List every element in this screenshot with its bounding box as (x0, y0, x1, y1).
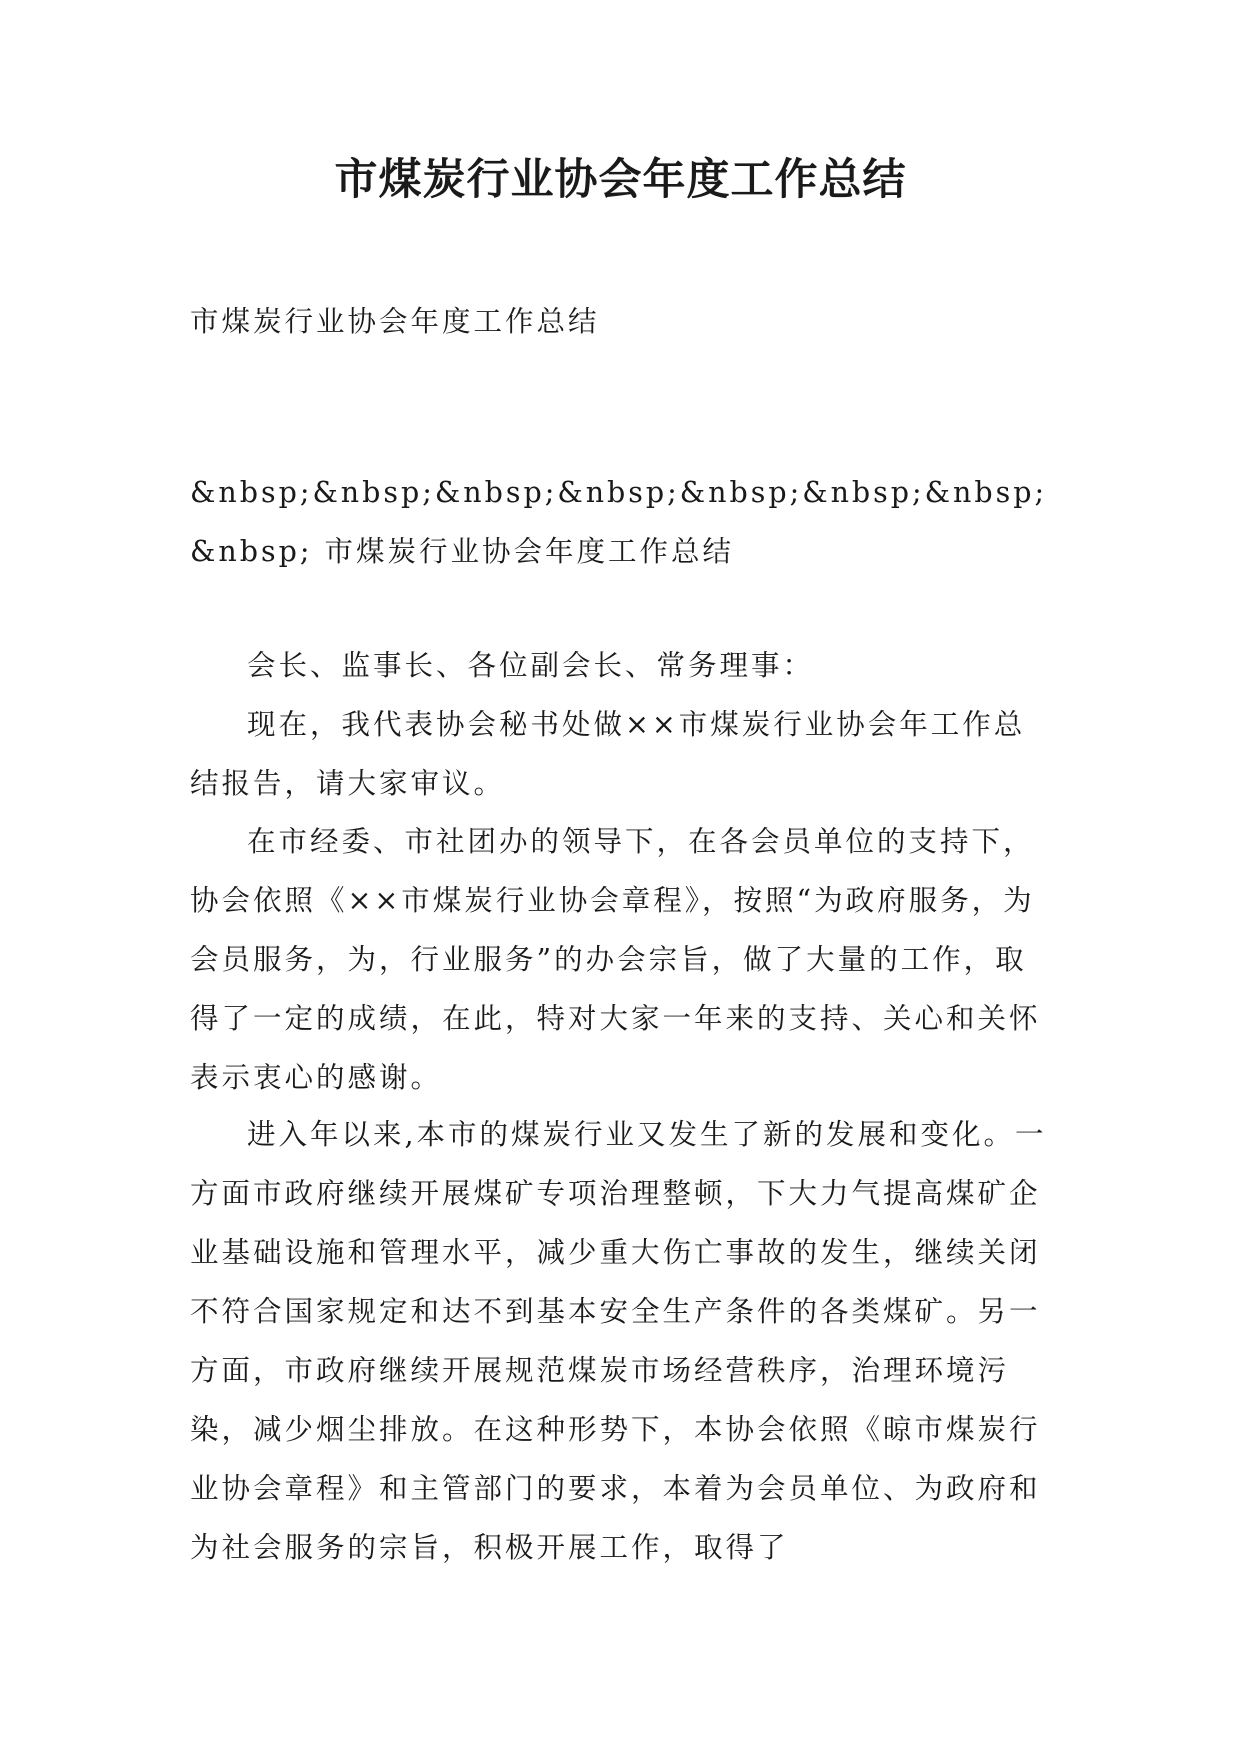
body-paragraph-2: 在市经委、市社团办的领导下，在各会员单位的支持下，协会依照《××市煤炭行业协会章程》，按照“为政府服务，为会员服务，为，行业服务”的办会宗旨，做了大量的工作，取得了一定的成绩，在此，特对大家一年来的支持、关心和关怀表示衷心的感谢。 (190, 825, 1041, 1094)
body-paragraph-3: 进入年以来,本市的煤炭行业又发生了新的发展和变化。一方面市政府继续开展煤矿专项治理整顿，下大力气提高煤矿企业基础设施和管理水平，减少重大伤亡事故的发生，继续关闭不符合国家规定和达不到基本安全生产条件的各类煤矿。另一方面，市政府继续开展规范煤炭市场经营秩序，治理环境污染，减少烟尘排放。在这种形势下，本协会依照《晾市煤炭行业协会章程》和主管部门的要求，本着为会员单位、为政府和为社会服务的宗旨，积极开展工作，取得了 (190, 1118, 1047, 1564)
body-paragraph-1: 现在，我代表协会秘书处做××市煤炭行业协会年工作总结报告，请大家审议。 (190, 708, 1026, 800)
entity-text-line: &nbsp;&nbsp;&nbsp;&nbsp;&nbsp;&nbsp;&nbsp;&nbsp; 市煤炭行业协会年度工作总结 (190, 476, 1048, 568)
salutation: 会长、监事长、各位副会长、常务理事： (247, 649, 815, 682)
document-title: 市煤炭行业协会年度工作总结 (334, 155, 907, 205)
document-subtitle: 市煤炭行业协会年度工作总结 (190, 305, 600, 338)
